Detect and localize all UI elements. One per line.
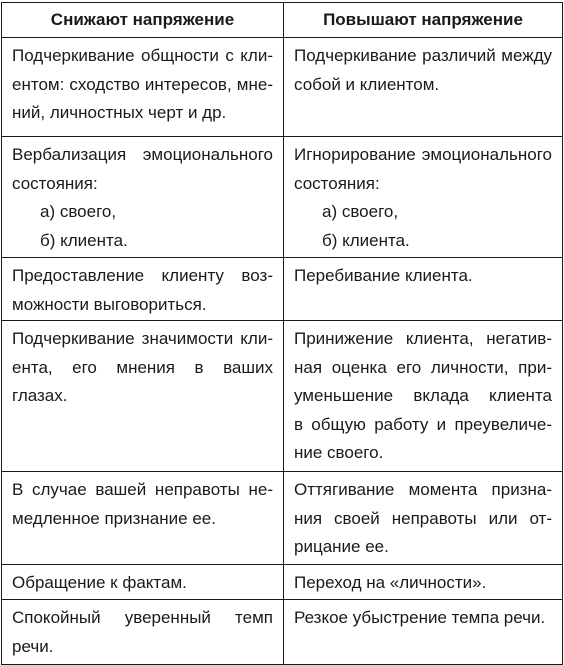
cell-line: Игнорирование эмоционального — [294, 145, 552, 164]
comparison-table-container — [1, 2, 562, 658]
cell-line: состояния: — [294, 173, 380, 193]
cell-line: Оттягивание момента призна- — [294, 480, 552, 499]
table-row — [2, 38, 563, 137]
cell-line: уменьшение вклада клиента — [294, 386, 552, 405]
header-increase-tension: Повышают напряжение — [284, 3, 563, 38]
header-reduce-tension: Снижают напряжение — [2, 3, 284, 38]
cell-line: б) клиента. — [40, 230, 128, 250]
cell-line: речи. — [12, 636, 54, 656]
cell-line: ний, личностных черт и др. — [12, 103, 227, 122]
cell-line: Принижение клиента, негатив- — [294, 329, 552, 348]
cell-line: а) своего, — [40, 202, 117, 221]
cell-line: ние своего. — [294, 443, 384, 462]
cell-line: ента, его мнения в ваших глазах. — [12, 357, 273, 405]
cell-line: ния своей неправоты или от- — [294, 508, 552, 528]
comparison-table — [1, 2, 563, 665]
cell-line: рицание ее. — [294, 537, 389, 556]
cell-increase — [284, 321, 563, 472]
cell-line: Обращение к фактам. — [12, 573, 187, 592]
cell-line: Подчеркивание различий между — [294, 46, 552, 65]
table-header-row — [2, 3, 563, 38]
cell-line: Переход на «личности». — [294, 573, 487, 592]
cell-reduce — [2, 258, 284, 321]
cell-reduce — [2, 565, 284, 600]
table-row — [2, 137, 563, 258]
cell-line: Спокойный уверенный темп — [12, 608, 273, 627]
table-row — [2, 258, 563, 321]
cell-increase — [284, 38, 563, 137]
cell-reduce — [2, 472, 284, 565]
cell-increase — [284, 600, 563, 665]
cell-line: ентом: сходство интересов, мне- — [12, 74, 273, 94]
cell-reduce — [2, 600, 284, 665]
cell-line: собой и клиентом. — [294, 74, 440, 94]
table-row — [2, 600, 563, 665]
cell-line: Перебивание клиента. — [294, 266, 473, 285]
cell-line: Подчеркивание общности с кли- — [12, 46, 273, 65]
cell-line: Вербализация эмоционального — [12, 145, 273, 164]
cell-line: Резкое убыстрение темпа речи. — [294, 608, 546, 627]
table-row — [2, 321, 563, 472]
table-row — [2, 565, 563, 600]
table-row — [2, 472, 563, 565]
cell-reduce — [2, 321, 284, 472]
cell-increase — [284, 258, 563, 321]
cell-increase — [284, 472, 563, 565]
cell-line: медленное признание ее. — [12, 508, 216, 528]
cell-line: В случае вашей неправоты не- — [12, 480, 273, 499]
cell-line: можности выговориться. — [12, 294, 207, 314]
cell-line: а) своего, — [322, 202, 399, 221]
cell-line: Подчеркивание значимости кли- — [12, 329, 273, 348]
cell-line: состояния: — [12, 173, 98, 193]
cell-reduce — [2, 38, 284, 137]
cell-line: в общую работу и преувеличе- — [294, 414, 552, 434]
cell-increase — [284, 565, 563, 600]
cell-line: Предоставление клиенту воз- — [12, 266, 273, 285]
cell-increase — [284, 137, 563, 258]
cell-reduce — [2, 137, 284, 258]
cell-line: ная оценка его личности, при- — [294, 357, 552, 377]
cell-line: б) клиента. — [322, 230, 410, 250]
